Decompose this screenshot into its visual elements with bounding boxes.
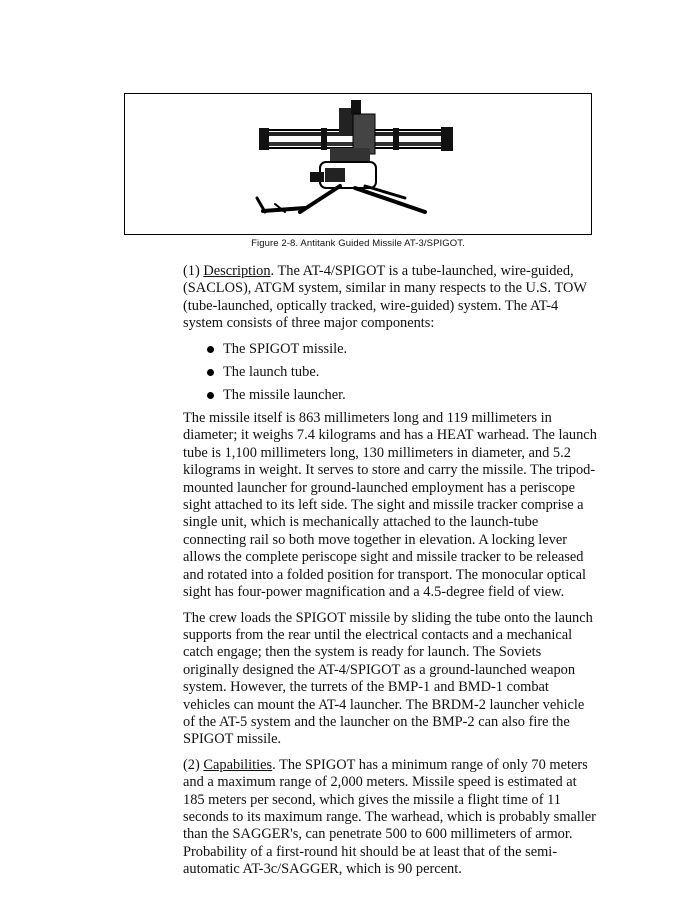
description-paragraph xyxy=(183,263,598,333)
capabilities-heading: Capabilities xyxy=(203,756,273,773)
missile-specs-paragraph: The missile itself is 863 millimeters long and 119 millimeters in diameter; it weighs 7.4 kilograms and has a HEAT warhead. The launch tube is 1,100 millimeters long, 130 millimeters in diameter, and 5.2 kilograms in weight. It serves to store and carry the missile. The tripod-mounted launcher for ground-launched employment has a periscope sight attached to its left side. The sight and missile tracker comprise a single unit, which is mechanically attached to the launch-tube connecting rail so both move together in elevation. A locking lever allows the complete periscope sight and missile tracker to be released and rotated into a folded position for transport. The monocular optical sight has four-power magnification and a 4.5-degree field of view. xyxy=(183,410,597,601)
capabilities-text: . The SPIGOT has a minimum range of only 70 meters and a maximum range of 2,000 meters. Missile speed is estimated at 185 meters per second, which gives the missile a flight time of 11 seconds to its maximum range. The warhead, which is probably smaller than the SAGGER's, can penetrate 500 to 600 millimeters of armor. Probability of a first-round hit should be at least that of the semi-automatic AT-3c/SAGGER, which is 90 percent. xyxy=(183,756,596,878)
bullet-icon xyxy=(207,369,214,376)
figure-caption: Figure 2-8. Antitank Guided Missile AT-3/SPIGOT. xyxy=(251,238,465,249)
capabilities-paragraph xyxy=(183,757,598,879)
tripod-legs xyxy=(257,186,425,212)
bullet-icon xyxy=(207,346,214,353)
list-item: The SPIGOT missile. xyxy=(183,341,598,358)
description-heading: Description xyxy=(203,263,271,279)
capabilities-label: (2) xyxy=(183,756,204,773)
list-item: The launch tube. xyxy=(183,364,598,381)
component-list xyxy=(183,341,598,404)
bullet-icon xyxy=(207,392,214,399)
description-intro: . The AT-4/SPIGOT is a tube-launched, wire-guided, (SACLOS), ATGM system, similar in many respects to the U.S. TOW (tube-launched, optically tracked, wire-guided) system. The AT-4 system consists of three major components: xyxy=(183,263,587,332)
body-text xyxy=(183,263,598,887)
description-label: (1) xyxy=(183,263,204,279)
list-item: The missile launcher. xyxy=(183,387,598,404)
atgm-launcher-illustration xyxy=(125,94,591,234)
loading-paragraph: The crew loads the SPIGOT missile by sliding the tube onto the launch supports from the rear until the electrical contacts and a mechanical catch engage; then the system is ready for launch. The Soviets originally designed the AT-4/SPIGOT as a ground-launched weapon system. However, the turrets of the BMP-1 and BMD-1 combat vehicles can mount the AT-4 launcher. The BRDM-2 launcher vehicle of the AT-5 system and the launcher on the BMP-2 can also fire the SPIGOT missile. xyxy=(183,609,593,748)
figure-frame xyxy=(124,93,592,235)
